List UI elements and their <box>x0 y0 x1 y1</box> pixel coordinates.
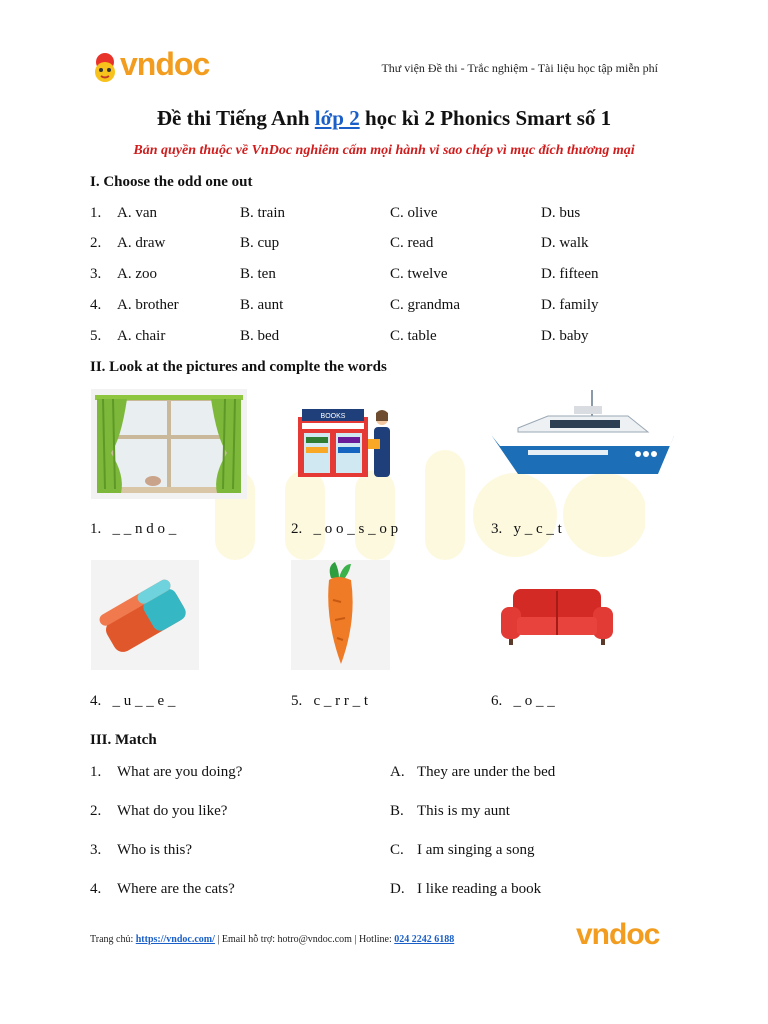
copyright-notice: Bản quyền thuộc về VnDoc nghiêm cấm mọi hành vi sao chép vì mục đích thương mại <box>133 143 635 158</box>
option-a: A. draw <box>117 235 166 251</box>
title-part1: Đề thi Tiếng Anh <box>156 106 315 130</box>
page-title <box>0 106 768 131</box>
answer-letter: C. <box>390 842 404 858</box>
item-number: 1. <box>90 521 102 537</box>
option-a: A. chair <box>117 328 166 344</box>
option-c: C. table <box>390 328 437 344</box>
title-part2: học kì 2 Phonics Smart số 1 <box>359 106 612 130</box>
eraser-picture <box>91 560 199 670</box>
footer-support: | Email hỗ trợ: hotro@vndoc.com | Hotline: <box>214 934 395 945</box>
option-d: D. fifteen <box>541 266 599 282</box>
word-item <box>90 521 176 538</box>
section-3-heading: III. Match <box>90 732 157 748</box>
question-number: 5. <box>90 328 102 344</box>
option-a: A. van <box>117 205 157 221</box>
sofa-picture <box>497 585 617 647</box>
match-question: Who is this? <box>117 842 192 858</box>
option-b: B. aunt <box>240 297 284 313</box>
option-d: D. family <box>541 297 599 313</box>
question-number: 2. <box>90 803 102 819</box>
item-number: 6. <box>491 693 503 709</box>
logo-text: vndoc <box>120 46 210 82</box>
answer-letter: B. <box>390 803 404 819</box>
option-c: C. twelve <box>390 266 448 282</box>
match-answer: I like reading a book <box>417 881 542 897</box>
question-number: 3. <box>90 266 102 282</box>
match-answer: I am singing a song <box>417 842 535 858</box>
shop-sign-text: BOOKS <box>320 413 346 420</box>
question-number: 1. <box>90 205 102 221</box>
option-c: C. grandma <box>390 297 460 313</box>
mascot-icon <box>90 50 120 84</box>
match-answer: They are under the bed <box>417 764 556 780</box>
footer-home-label: Trang chủ: <box>90 934 136 945</box>
option-b: B. cup <box>240 235 280 251</box>
option-b: B. bed <box>240 328 280 344</box>
match-question: What do you like? <box>117 803 228 819</box>
word-item <box>491 693 555 710</box>
grade-link[interactable]: lớp 2 <box>314 106 360 130</box>
item-number: 4. <box>90 693 102 709</box>
question-row <box>90 266 690 288</box>
option-b: B. ten <box>240 266 276 282</box>
vndoc-logo[interactable] <box>90 48 240 88</box>
yacht-picture <box>488 388 678 480</box>
question-number: 2. <box>90 235 102 251</box>
option-d: D. bus <box>541 205 581 221</box>
question-row <box>90 328 690 350</box>
question-number: 1. <box>90 764 102 780</box>
question-row <box>90 297 690 319</box>
item-number: 2. <box>291 521 303 537</box>
match-row <box>90 803 690 825</box>
word-item <box>291 693 368 710</box>
match-row <box>90 764 690 786</box>
item-number: 3. <box>491 521 503 537</box>
word-item <box>90 693 175 710</box>
answer-letter: D. <box>390 881 405 897</box>
question-row <box>90 205 690 227</box>
word-item <box>291 521 398 538</box>
hotline-link[interactable]: 024 2242 6188 <box>394 934 455 945</box>
question-number: 4. <box>90 297 102 313</box>
option-d: D. baby <box>541 328 589 344</box>
word-blank: _ o o _ s _ o p <box>313 521 399 537</box>
item-number: 5. <box>291 693 303 709</box>
carrot-picture <box>291 560 390 670</box>
match-row <box>90 881 690 903</box>
match-answer: This is my aunt <box>417 803 510 819</box>
option-d: D. walk <box>541 235 589 251</box>
match-question: Where are the cats? <box>117 881 235 897</box>
word-blank: y _ c _ t <box>513 521 562 537</box>
section-2-heading: II. Look at the pictures and complte the words <box>90 359 387 375</box>
option-a: A. brother <box>117 297 179 313</box>
question-row <box>90 235 690 257</box>
question-number: 4. <box>90 881 102 897</box>
question-number: 3. <box>90 842 102 858</box>
option-c: C. read <box>390 235 434 251</box>
word-blank: _ u _ _ e _ <box>112 693 176 709</box>
section-1-heading: I. Choose the odd one out <box>90 174 253 190</box>
footer-info <box>90 934 454 945</box>
bookshop-picture <box>292 405 402 480</box>
match-row <box>90 842 690 864</box>
option-b: B. train <box>240 205 285 221</box>
word-blank: _ o _ _ <box>513 693 555 709</box>
home-link[interactable]: https://vndoc.com/ <box>135 934 215 945</box>
option-a: A. zoo <box>117 266 157 282</box>
header-tagline: Thư viện Đề thi - Trắc nghiệm - Tài liệu học tập miễn phí <box>381 61 658 75</box>
match-question: What are you doing? <box>117 764 243 780</box>
answer-letter: A. <box>390 764 405 780</box>
option-c: C. olive <box>390 205 438 221</box>
window-picture <box>91 389 247 499</box>
word-blank: c _ r r _ t <box>313 693 369 709</box>
word-item <box>491 521 562 538</box>
footer-logo[interactable]: vndoc <box>576 918 660 951</box>
word-blank: _ _ n d o _ <box>112 521 177 537</box>
